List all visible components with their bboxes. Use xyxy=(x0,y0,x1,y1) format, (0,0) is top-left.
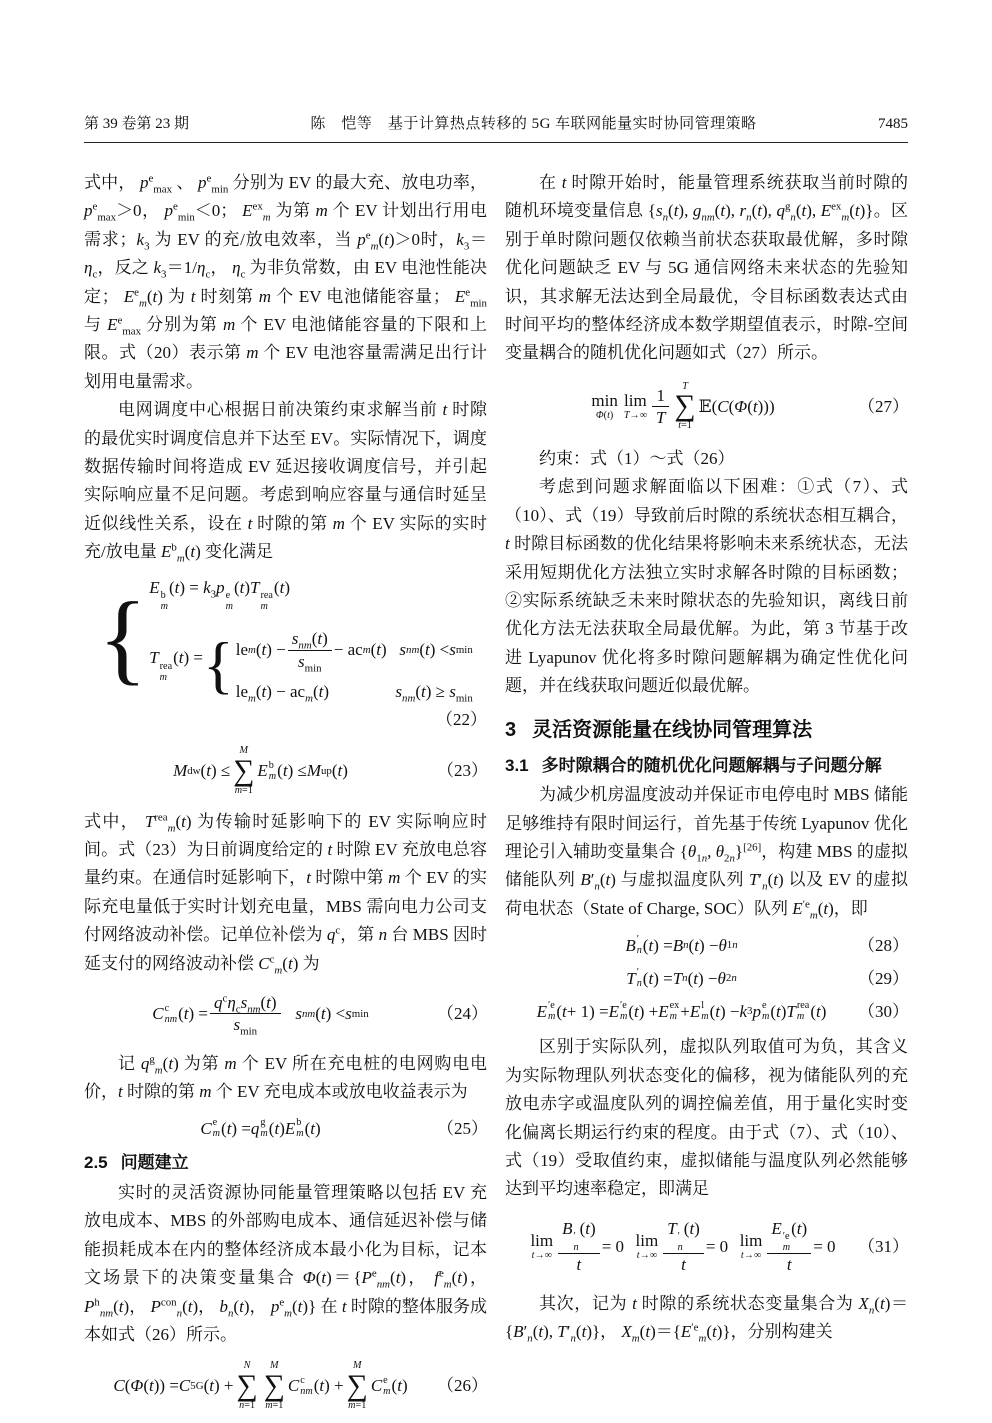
equation-25-number: （25） xyxy=(437,1118,488,1138)
equation-28-number: （28） xyxy=(858,935,909,955)
equation-24 xyxy=(84,992,487,1036)
equation-23-body: M dw ( t ) ≤ M ∑ m=1 E b m ( t ) ≤ M up ( t ) xyxy=(173,745,348,796)
section-title: 多时隙耦合的随机优化问题解耦与子问题分解 xyxy=(541,755,882,775)
page-header xyxy=(84,112,908,143)
section-heading-3 xyxy=(505,717,908,743)
equation-30-number: （30） xyxy=(858,1001,909,1021)
equation-29 xyxy=(505,967,908,989)
equation-27-body: min Φ(t) lim T→∞ 1 T T ∑ t=1 𝔼( C ( Φ ( t ))) xyxy=(591,380,775,432)
paragraph-response-time: 式中， $T^{rea}_m(t)$ 为传输时延影响下的 EV 实际响应时间。式（23）为日前调度给定的 t 时隙 EV 充放电总容量约束。在通信时延影响下，t 时隙中第 m 个 EV 的实际充电量低于实时计划充电量，MBS 需向电力公司支付网络波动补偿。记单位补偿为 $q^c$，第 n 台 MBS 因时延支付的网络波动补偿 $C^c_m(t)$ 为 xyxy=(84,811,488,977)
equation-26-body: C ( Φ ( t )) = C 5G ( t ) + N ∑ n=1 M ∑ m=1 C c nm ( t ) + M ∑ m=1 C e m ( t ) xyxy=(113,1360,408,1411)
paragraph-grid-price: 记 $q^g_m(t)$ 为第 m 个 EV 所在充电桩的电网购电电价，t 时隙的第 m 个 EV 充电成本或放电收益表示为 xyxy=(84,1052,487,1102)
equation-22-body: { E b m $(t) = k_3p$ e m (t)T rea m (t) T rea m (t) = { le m ( t ) − $s_{nm}(t)$ $s_{min}$ − ac m ( t ) s nm ( t ) < s min $le_m(t) - ac_m(t)$ $s_{nm}(t) \ge s_{min}$ xyxy=(98,577,473,705)
paragraph-time-slot-start: 在 t 时隙开始时，能量管理系统获取当前时隙的随机环境变量信息 {$s_n(t)$, $g_{nm}(t)$, $r_n(t)$, $q^g_n(t)$, $E^{ex}_m(t)$}。区别于单时隙问题仅依赖当前状态获取最优解，多时隙优化问题缺乏 EV 与 5G 通信网络未来状态的先验知识，其求解无法达到全局最优，令目标函数表达式由时间平均的整体经济成本数学期望值表示，时隙-空间变量耦合的随机优化问题如式（27）所示。 xyxy=(505,173,909,363)
right-column xyxy=(505,169,908,1423)
paragraph-symbol-description: 式中， $p^e_{max}$ 、 $p^e_{min}$ 分别为 EV 的最大充、放电功率，$p^e_{max}>0$， $p^e_{min}<0$； $E^{ex}_m$ 为第 m 个 EV 计划出行用电需求；$k_3$ 为 EV 的充/放电效率，当 $p^e_m(t)>0$时，$k_3=\eta_c$，反之 $k_3=1/\eta_c$， $\eta_c$ 为非负常数，由 EV 电池性能决定； $E^e_m(t)$ 为 t 时刻第 m 个 EV 电池储能容量； $E^e_{min}$ 与 $E^e_{max}$ 分别为第 m 个 EV 电池储能容量的下限和上限。式（20）表示第 m 个 EV 电池容量需满足出行计划用电量需求。 xyxy=(84,172,488,391)
section-heading-2-5 xyxy=(84,1150,487,1176)
equation-25 xyxy=(84,1117,487,1139)
equation-26-number: （26） xyxy=(437,1376,488,1396)
equation-31-body: lim t→∞ B ′ n (t) t = 0 lim t→∞ T ′ n (t) t = 0 lim t→∞ E ′e m (t) t = 0 xyxy=(530,1218,836,1275)
section-number: 3 xyxy=(505,718,517,741)
constraint-line: 约束：式（1）～式（26） xyxy=(539,449,735,469)
paragraph-dispatch-center: 电网调度中心根据日前决策约束求解当前 t 时隙的最优实时调度信息并下达至 EV。实际情况下，调度数据传输时间将造成 EV 延迟接收调度信号，并引起实际响应量不足问题。考虑到响应容量与通信时延呈近似线性关系，设在 t 时隙的第 m 个 EV 实际的实时充/放电量 $E^b_m(t)$ 变化满足 xyxy=(84,400,488,565)
left-column xyxy=(84,169,487,1423)
equation-22 xyxy=(84,577,487,735)
equation-23 xyxy=(84,745,487,796)
paragraph-difficulties: 考虑到问题求解面临以下困难：①式（7）、式（10）、式（19）导致前后时隙的系统状态相互耦合，t 时隙目标函数的优化结果将影响未来系统状态，无法采用短期优化方法独立实时求解各时隙的目标函数；②实际系统缺乏未来时隙状态的先验知识，离线日前优化方法无法获取全局最优解。为此，第 3 节基于改进 Lyapunov 优化将多时隙问题解耦为确定性优化问题，并在线获取问题近似最优解。 xyxy=(505,477,908,696)
equation-27-number: （27） xyxy=(858,396,909,416)
equation-28 xyxy=(505,934,908,956)
equation-24-number: （24） xyxy=(437,1004,488,1024)
equation-26 xyxy=(84,1360,487,1411)
section-heading-3-1 xyxy=(505,753,908,779)
equation-31-number: （31） xyxy=(858,1237,909,1257)
journal-issue: 第 39 卷第 23 期 xyxy=(84,116,190,132)
equation-29-body: T ′ n ( t ) = T n ( t ) − θ 2n xyxy=(626,967,737,990)
paragraph-lyapunov-intro: 为减少机房温度波动并保证市电停电时 MBS 储能足够维持有限时间运行，首先基于传统 Lyapunov 优化理论引入辅助变量集合 {$\theta_{1n}$, $\theta_{2n}\}[26]$，构建 MBS 的虚拟储能队列 $B'_n(t)$ 与虚拟温度队列 $T'_n(t)$ 以及 EV 的虚拟荷电状态（State of Charge, SOC）队列 $E^{'e}_m(t)$，即 xyxy=(505,785,909,922)
equation-30-body: E ′e m ( t + 1) = E ′e m ( t ) + E ex m + E l m ( t ) − k 3 p e m ( t ) T rea m ( t ) xyxy=(536,1000,827,1023)
equation-27 xyxy=(505,381,908,432)
equation-28-body: B ′ n ( t ) = B n ( t ) − θ 1n xyxy=(625,934,738,957)
equation-31 xyxy=(505,1218,908,1276)
equation-24-body: C c nm ( t ) = $q^c\eta_cs_{nm}(t)$ $s_{min}$ s nm ( t ) < s min xyxy=(152,992,369,1038)
equation-25-body: C e m ( t ) = q g m ( t ) E b m ( t ) xyxy=(200,1117,321,1140)
paragraph-problem-formulation: 实时的灵活资源协同能量管理策略以包括 EV 充放电成本、MBS 的外部购电成本、通信延迟补偿与储能损耗成本在内的整体经济成本最小化为目标，记本文场景下的决策变量集合 $\Phi(t)=\{P^e_{nm}(t)$， $f^e_m(t)$， $P^h_{nm}(t)$， $P^{con}_n(t)$， $b_n(t)$， $p^e_m(t)$} 在 t 时隙的整体服务成本如式（26）所示。 xyxy=(84,1182,488,1344)
paragraph-virtual-queues: 区别于实际队列，虚拟队列取值可为负，其含义为实际物理队列状态变化的偏移，视为储能队列的充放电赤字或温度队列的调控偏差值，用于量化实时变化偏离长期运行约束的程度。由于式（7）、式（10）、式（19）受取值约束，虚拟储能与温度队列必然能够达到平均速率稳定，即满足 xyxy=(505,1037,908,1199)
section-title: 问题建立 xyxy=(120,1153,189,1173)
equation-29-number: （29） xyxy=(858,968,909,988)
section-title: 灵活资源能量在线协同管理算法 xyxy=(532,718,813,741)
running-title: 陈 恺等 基于计算热点转移的 5G 车联网能量实时协同管理策略 xyxy=(310,116,757,132)
page-number: 7485 xyxy=(878,116,908,132)
section-number: 2.5 xyxy=(84,1153,108,1173)
equation-23-number: （23） xyxy=(437,761,488,781)
equation-22-number: （22） xyxy=(436,710,487,730)
two-column-body xyxy=(84,169,908,1423)
equation-30 xyxy=(505,1000,908,1022)
section-number: 3.1 xyxy=(505,755,529,775)
paragraph-state-variables: 其次，记为 t 时隙的系统状态变量集合为 $X_n(t)=\{B'_n(t)$, $T'_n(t)$}， $X_m(t)=\{E^{'e}_m(t)\}$，分别构建关 xyxy=(505,1293,908,1345)
